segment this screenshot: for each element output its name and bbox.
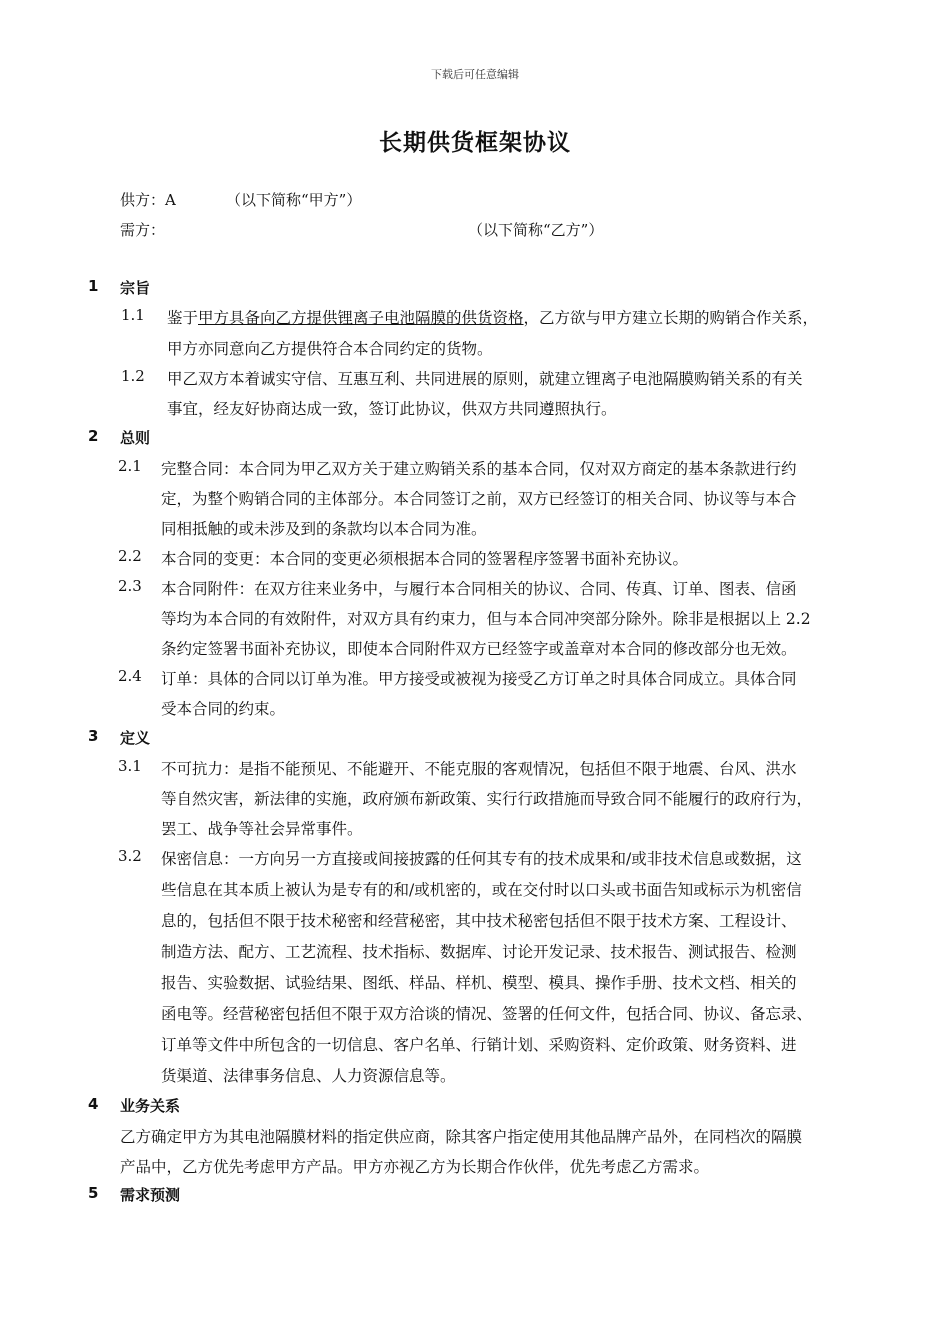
section-title: 定义 bbox=[120, 729, 151, 747]
clause-text: 函电等。经营秘密包括但不限于双方洽谈的情况、签署的任何文件，包括合同、协议、备忘录、 bbox=[161, 1005, 813, 1023]
clause-text: 等自然灾害，新法律的实施，政府颁布新政策、实行行政措施而导致合同不能履行的政府行为， bbox=[161, 790, 813, 808]
clause-text: 受本合同的约束。 bbox=[161, 700, 286, 718]
clause-number: 2.3 bbox=[118, 577, 142, 595]
clause-text: 甲方亦同意向乙方提供符合本合同约定的货物。 bbox=[167, 340, 493, 358]
header-note: 下载后可任意编辑 bbox=[431, 68, 519, 81]
clause-text: 报告、实验数据、试验结果、图纸、样品、样机、模型、模具、操作手册、技术文档、相关的 bbox=[161, 974, 797, 992]
supplier-alias: （以下简称“甲方”） bbox=[226, 191, 362, 209]
supplier-label: 供方：A bbox=[120, 191, 176, 209]
clause-number: 3.1 bbox=[118, 757, 142, 775]
buyer-alias: （以下简称“乙方”） bbox=[468, 221, 604, 239]
clause-text: 等均为本合同的有效附件，对双方具有约束力，但与本合同冲突部分除外。除非是根据以上 2.2 bbox=[161, 610, 811, 628]
clause-text-part: ，乙方欲与甲方建立长期的购销合作关系， bbox=[523, 309, 819, 327]
section-number: 4 bbox=[88, 1095, 99, 1113]
underlined-text: 甲方具备向乙方提供锂离子电池隔膜的供货资格 bbox=[198, 309, 524, 327]
clause-text: 本合同的变更：本合同的变更必须根据本合同的签署程序签署书面补充协议。 bbox=[161, 550, 689, 568]
clause-text: 罢工、战争等社会异常事件。 bbox=[161, 820, 363, 838]
clause-text: 事宜，经友好协商达成一致，签订此协议，供双方共同遵照执行。 bbox=[167, 400, 617, 418]
clause-text: 本合同附件：在双方往来业务中，与履行本合同相关的协议、合同、传真、订单、图表、信函 bbox=[161, 580, 797, 598]
clause-text: 订单：具体的合同以订单为准。甲方接受或被视为接受乙方订单之时具体合同成立。具体合同 bbox=[161, 670, 797, 688]
clause-text-part: 鉴于 bbox=[167, 309, 199, 327]
clause-text: 制造方法、配方、工艺流程、技术指标、数据库、讨论开发记录、技术报告、测试报告、检测 bbox=[161, 943, 797, 961]
clause-text: 条约定签署书面补充协议，即使本合同附件双方已经签字或盖章对本合同的修改部分也无效。 bbox=[161, 640, 797, 658]
clause-number: 2.2 bbox=[118, 547, 142, 565]
clause-number: 2.1 bbox=[118, 457, 142, 475]
section-number: 5 bbox=[88, 1184, 99, 1202]
clause-number: 2.4 bbox=[118, 667, 142, 685]
section-body: 乙方确定甲方为其电池隔膜材料的指定供应商，除其客户指定使用其他品牌产品外，在同档次的隔膜 bbox=[120, 1128, 803, 1146]
clause-text bbox=[167, 306, 818, 328]
section-title: 需求预测 bbox=[120, 1186, 181, 1204]
section-number: 3 bbox=[88, 727, 99, 745]
clause-number: 1.1 bbox=[121, 306, 145, 324]
clause-text: 定，为整个购销合同的主体部分。本合同签订之前，双方已经签订的相关合同、协议等与本合 bbox=[161, 490, 797, 508]
clause-number: 3.2 bbox=[118, 847, 142, 865]
clause-number: 1.2 bbox=[121, 367, 145, 385]
section-body: 产品中，乙方优先考虑甲方产品。甲方亦视乙方为长期合作伙伴，优先考虑乙方需求。 bbox=[120, 1158, 710, 1176]
clause-text: 完整合同：本合同为甲乙双方关于建立购销关系的基本合同，仅对双方商定的基本条款进行约 bbox=[161, 460, 797, 478]
clause-text: 息的，包括但不限于技术秘密和经营秘密，其中技术秘密包括但不限于技术方案、工程设计、 bbox=[161, 912, 797, 930]
clause-text: 些信息在其本质上被认为是专有的和/或机密的，或在交付时以口头或书面告知或标示为机密信 bbox=[161, 881, 802, 899]
clause-text: 保密信息：一方向另一方直接或间接披露的任何其专有的技术成果和/或非技术信息或数据，这 bbox=[161, 850, 802, 868]
section-title: 总则 bbox=[120, 429, 151, 447]
buyer-label: 需方： bbox=[120, 221, 166, 239]
clause-text: 甲乙双方本着诚实守信、互惠互利、共同进展的原则，就建立锂离子电池隔膜购销关系的有关 bbox=[167, 370, 803, 388]
section-title: 宗旨 bbox=[120, 279, 151, 297]
clause-text: 订单等文件中所包含的一切信息、客户名单、行销计划、采购资料、定价政策、财务资料、进 bbox=[161, 1036, 797, 1054]
document-title: 长期供货框架协议 bbox=[379, 130, 571, 156]
clause-text: 不可抗力：是指不能预见、不能避开、不能克服的客观情况，包括但不限于地震、台风、洪水 bbox=[161, 760, 797, 778]
section-title: 业务关系 bbox=[120, 1097, 181, 1115]
clause-text: 货渠道、法律事务信息、人力资源信息等。 bbox=[161, 1067, 456, 1085]
section-number: 2 bbox=[88, 427, 99, 445]
section-number: 1 bbox=[88, 277, 99, 295]
clause-text: 同相抵触的或未涉及到的条款均以本合同为准。 bbox=[161, 520, 487, 538]
